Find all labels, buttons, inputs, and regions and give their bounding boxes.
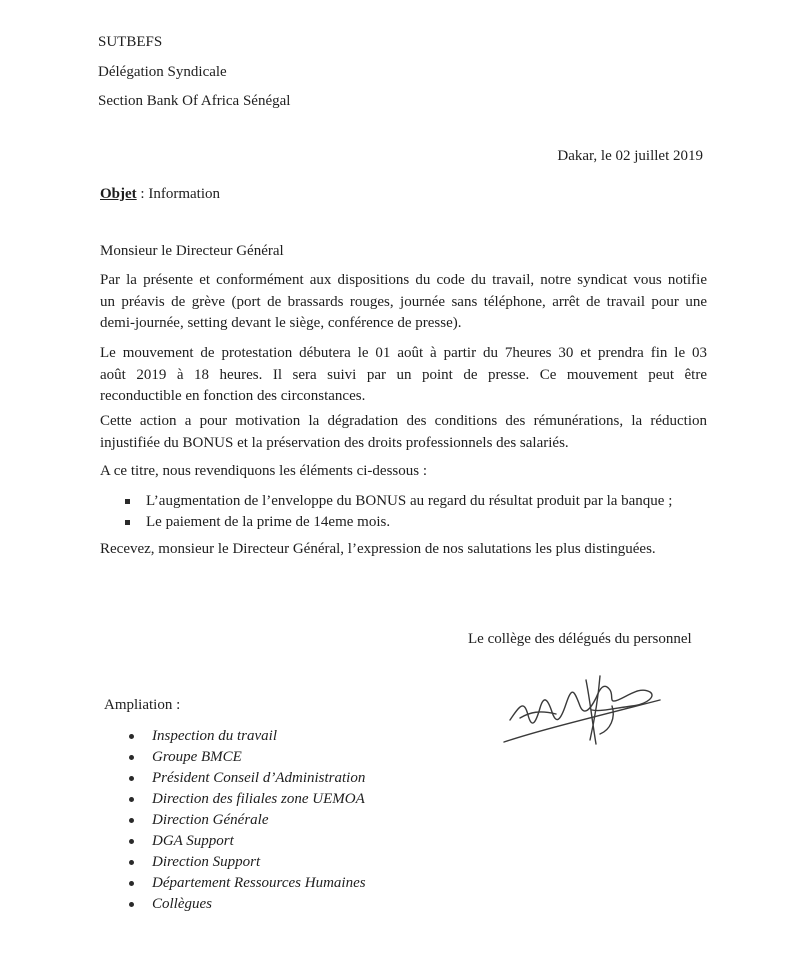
object-value: Information	[148, 186, 220, 202]
round-bullet-icon	[129, 839, 134, 844]
paragraph-notice	[100, 270, 707, 335]
demand-item	[122, 512, 672, 533]
ampliation-title: Ampliation :	[104, 697, 181, 713]
round-bullet-icon	[129, 734, 134, 739]
paragraph-line: A ce titre, nous revendiquons les éléments ci-dessous :	[100, 463, 428, 479]
recipient-item	[128, 726, 366, 747]
recipient-item	[128, 831, 366, 852]
letter-date: Dakar, le 02 juillet 2019	[557, 148, 703, 164]
recipient-item	[128, 789, 366, 810]
round-bullet-icon	[129, 755, 134, 760]
square-bullet-icon	[125, 520, 130, 525]
salutation: Monsieur le Directeur Général	[100, 243, 284, 259]
signatory: Le collège des délégués du personnel	[468, 631, 692, 647]
round-bullet-icon	[129, 902, 134, 907]
object-separator: :	[136, 186, 149, 202]
recipient-item	[128, 810, 366, 831]
paragraph-line: un préavis de grève (port de brassards rouges, journée sans téléphone, arrêt de travail pour une	[100, 293, 707, 310]
delegation-name: Délégation Syndicale	[98, 64, 227, 80]
paragraph-schedule	[100, 343, 707, 408]
recipient-item	[128, 747, 366, 768]
round-bullet-icon	[129, 818, 134, 823]
demands-list	[122, 491, 672, 533]
section-name: Section Bank Of Africa Sénégal	[98, 93, 291, 109]
recipient-text: DGA Support	[152, 833, 234, 849]
union-name: SUTBEFS	[98, 34, 163, 50]
recipient-text: Direction Générale	[152, 812, 269, 828]
paragraph-motivation	[100, 411, 707, 454]
recipient-item	[128, 768, 366, 789]
recipient-item	[128, 873, 366, 894]
round-bullet-icon	[129, 776, 134, 781]
object-line	[100, 186, 220, 203]
demand-item	[122, 491, 672, 512]
round-bullet-icon	[129, 881, 134, 886]
paragraph-line: août 2019 à 18 heures. Il sera suivi par un point de presse. Ce mouvement peut être	[100, 366, 707, 383]
recipient-text: Groupe BMCE	[152, 749, 242, 765]
recipient-item	[128, 852, 366, 873]
paragraph-line: injustifiée du BONUS et la préservation des droits professionnels des salariés.	[100, 434, 569, 451]
ampliation-list	[128, 726, 366, 915]
recipient-text: Président Conseil d’Administration	[152, 770, 366, 786]
paragraph-line: Cette action a pour motivation la dégradation des conditions des rémunérations, la réduction	[100, 413, 707, 429]
recipient-text: Direction Support	[152, 854, 261, 870]
paragraph-line: Le mouvement de protestation débutera le 01 août à partir du 7heures 30 et prendra fin le 03	[100, 345, 707, 361]
round-bullet-icon	[129, 860, 134, 865]
recipient-text: Collègues	[152, 896, 212, 912]
recipient-item	[128, 894, 366, 915]
closing-formula: Recevez, monsieur le Directeur Général, l’expression de nos salutations les plus distinguées.	[100, 541, 656, 557]
object-label: Objet	[100, 186, 137, 202]
round-bullet-icon	[129, 797, 134, 802]
paragraph-claims-intro	[100, 461, 707, 483]
paragraph-line: reconductible en fonction des circonstances.	[100, 388, 366, 404]
paragraph-line: Par la présente et conformément aux dispositions du code du travail, notre syndicat vous notifie	[100, 272, 707, 288]
paragraph-line: demi-journée, setting devant le siège, conférence de presse).	[100, 315, 462, 331]
recipient-text: Département Ressources Humaines	[152, 875, 366, 891]
handwritten-signature-icon	[500, 660, 670, 750]
recipient-text: Inspection du travail	[152, 728, 277, 744]
recipient-text: Direction des filiales zone UEMOA	[152, 791, 365, 807]
demand-text: Le paiement de la prime de 14eme mois.	[146, 514, 391, 530]
demand-text: L’augmentation de l’enveloppe du BONUS au regard du résultat produit par la banque ;	[146, 493, 673, 509]
square-bullet-icon	[125, 499, 130, 504]
